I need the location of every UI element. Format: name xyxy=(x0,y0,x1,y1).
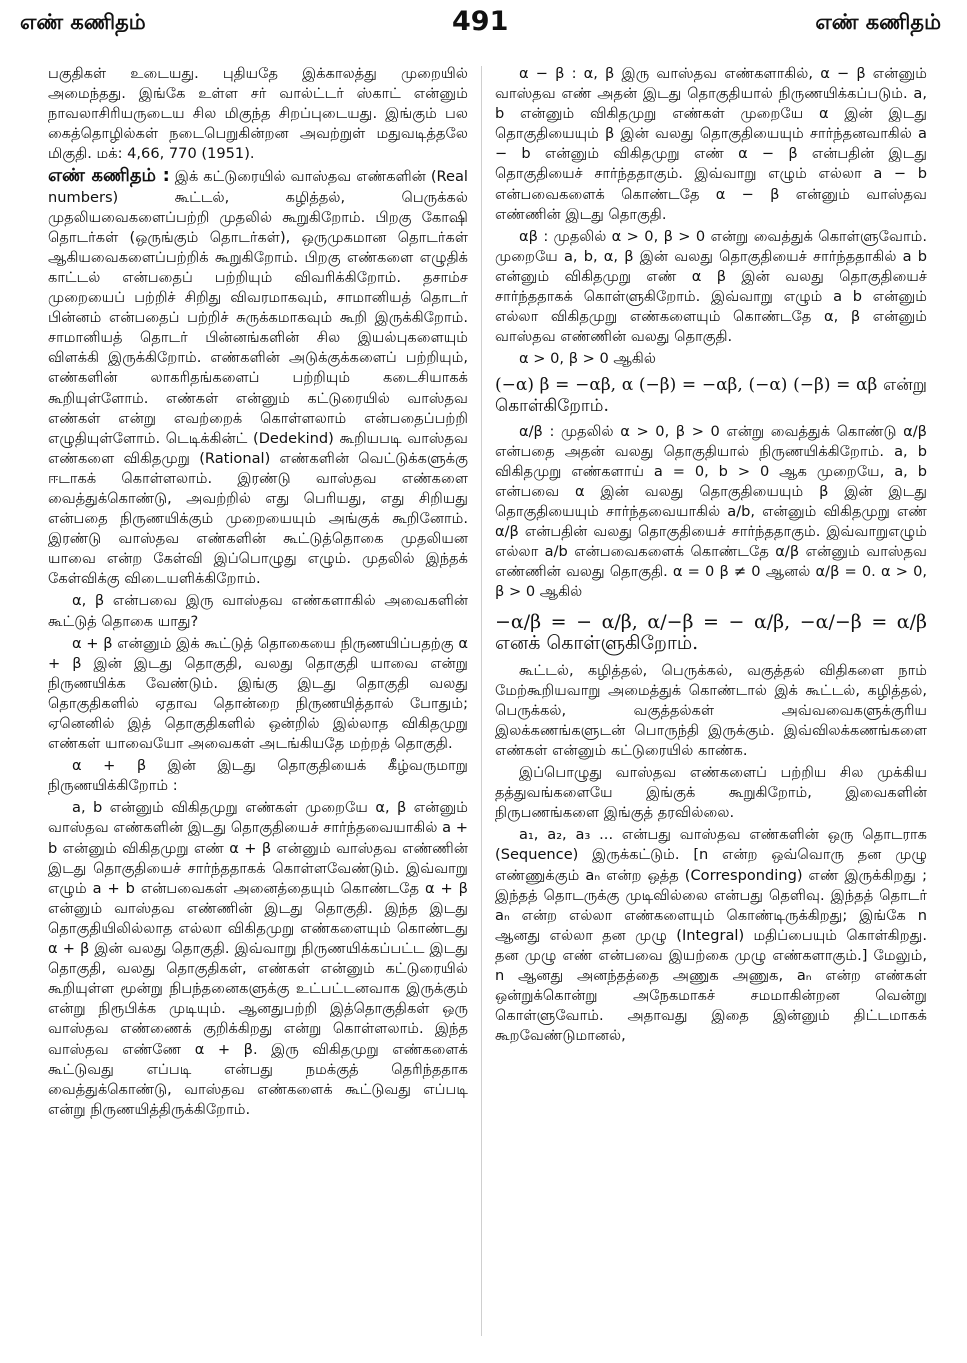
paragraph: α, β என்பவை இரு வாஸ்தவ எண்களாகில் அவைகளின் கூட்டுத் தொகை யாது? xyxy=(48,592,468,630)
paragraph: a, b என்னும் விகிதமுறு எண்கள் முறையே α, β என்னும் வாஸ்தவ எண்களின் இடது தொகுதியைச் சார்ந்தவையாகில் a + b என்னும் விகிதமுறு எண் α + β என்னும் வாஸ்தவ எண்ணின் இடது தொகுதியைச் சார்ந்ததாகக் கொள்ளவேண்டும். இவ்வாறு எழும் a + b என்பவைகள் அனைத்தையும் கொண்டதே α + β என்னும் வாஸ்தவ எண்ணின் இடது தொகுதி. இந்த இடது தொகுதியிலில்லாத எல்லா விகிதமுறு எண்களையும் கொண்டது α + β இன் வலது தொகுதி. இவ்வாறு நிருணயிக்கப்பட்ட இடது தொகுதி, வலது தொகுதிகள், எண்கள் என்னும் கட்டுரையில் கூறியுள்ள மூன்று நிபந்தனைகளுக்கு உட்பட்டனவாக இருக்கும் என்று நிரூபிக்க முடியும். ஆனதுபற்றி இத்தொகுதிகள் ஒரு வாஸ்தவ எண்ணைக் குறிக்கிறது என்று கொள்ளலாம். இந்த வாஸ்தவ எண்ணே α + β. இரு விகிதமுறு எண்களைக் கூட்டுவது எப்படி என்பது நமக்குத் தெரிந்ததாக வைத்துக்கொண்டு, வாஸ்தவ எண்களைக் கூட்டுவது எப்படி என்று நிருணயித்திருக்கிறோம். xyxy=(48,799,468,1118)
equation: (−α) β = −αβ, α (−β) = −αβ, (−α) (−β) = αβ என்று கொள்கிறோம். xyxy=(495,375,927,416)
entry-paragraph xyxy=(48,166,468,589)
left-column xyxy=(48,64,468,1122)
running-head-right: எண் கணிதம் xyxy=(815,10,941,34)
entry-text: இக் கட்டுரையில் வாஸ்தவ எண்களின் (Real numbers) கூட்டல், கழித்தல், பெருக்கல் முதலியவைகளைப்பற்றி முதலில் கூறுகிறோம். பிறகு கோஷி தொடர்கள் (ஒருங்கும் தொடர்கள்), ஒருமுகமான தொடர்கள் ஆகியவைகளைப்பற்றிக் கூறுகிறோம். பிறகு எண்களை எழுதிக் காட்டல் என்பதைப் பற்றியும் விவரிக்கிறோம். தசாம்ச முறையைப் பற்றிச் சிறிது விவரமாகவும், சாமானியத் தொடர் பின்னம் என்பதைப் பற்றிச் சுருக்கமாகவும் கூறி இருக்கிறோம். சாமானியத் தொடர் பின்னங்களின் சில இயல்புகளையும் விளக்கி இருக்கிறோம். எண்களின் அடுக்குக்களைப் பற்றியும், எண்களின் லாகரிதங்களைப் பற்றியும் கடைசியாகக் கூறியுள்ளோம். எண்கள் என்னும் கட்டுரையில் வாஸ்தவ எண்கள் என்று எவற்றைக் கொள்ளலாம் என்பதைப்பற்றி எழுதியுள்ளோம். டெடிக்கின்ட் (Dedekind) கூறியபடி வாஸ்தவ எண்களை விகிதமுறு (Rational) எண்களின் வெட்டுக்களுக்கு ஈடாகக் கொள்ளலாம். இரண்டு வாஸ்தவ எண்களை வைத்துக்கொண்டு, அவற்றில் எது பெரியது, எது சிறியது என்பதை நிருணயிக்கும் முறையையும் அங்குக் கூறினோம். இரண்டு வாஸ்தவ எண்களின் கூட்டுத்தொகை முதலியன யாவை என்ற கேள்வி இப்பொழுது எழும். முதலில் இந்தக் கேள்விக்கு விடையளிக்கிறோம். xyxy=(48,168,468,588)
running-head-left: எண் கணிதம் xyxy=(20,10,146,34)
equation: −α/β = − α/β, α/−β = − α/β, −α/−β = α/β எனக் கொள்ளுகிறோம். xyxy=(495,611,927,654)
paragraph: α − β : α, β இரு வாஸ்தவ எண்களாகில், α − β என்னும் வாஸ்தவ எண் அதன் இடது தொகுதியால் நிருணயிக்கப்படும். a, b என்னும் விகிதமுறு எண்கள் முறையே α இன் இடது தொகுதியையும் β இன் வலது தொகுதியையும் சார்ந்தனவாகில் a − b என்னும் விகிதமுறு எண் α − β என்பதின் இடது தொகுதியைச் சார்ந்ததாகும். இவ்வாறு எழும் எல்லா a − b என்பவைகளைக் கொண்டதே α − β என்னும் வாஸ்தவ எண்ணின் இடது தொகுதி. xyxy=(495,65,927,223)
paragraph: α + β இன் இடது தொகுதியைக் கீழ்வருமாறு நிருணயிக்கிறோம் : xyxy=(48,757,468,795)
paragraph: α > 0, β > 0 ஆகில் xyxy=(519,350,656,368)
paragraph: கூட்டல், கழித்தல், பெருக்கல், வகுத்தல் விதிகளை நாம் மேற்கூறியவாறு அமைத்துக் கொண்டால் இக் கூட்டல், கழித்தல், பெருக்கல், வகுத்தல்கள் அவ்வவைகளுக்குரிய இலக்கணங்களுடன் பொருந்தி இருக்கும். இவ்விலக்கணங்களை எண்கள் என்னும் கட்டுரையில் காண்க. xyxy=(495,661,927,759)
column-divider xyxy=(481,66,482,1336)
paragraph: α/β : முதலில் α > 0, β > 0 என்று வைத்துக் கொண்டு α/β என்பதை அதன் வலது தொகுதியால் நிருணயிக்கிறோம். a, b விகிதமுறு எண்களாய் a = 0, b > 0 ஆக முறையே, a, b என்பவை α இன் வலது தொகுதியையும் β இன் இடது தொகுதியையும் சார்ந்தவையாகில் a/b, என்னும் விகிதமுறு எண் α/β என்பதின் வலது தொகுதியைச் சார்ந்ததாகும். இவ்வாறுஎழும் எல்லா a/b என்பவைகளைக் கொண்டதே α/β என்னும் வாஸ்தவ எண்ணின் வலது தொகுதி. α = 0 β ≠ 0 ஆனல் α/β = 0. α > 0, β > 0 ஆகில் xyxy=(495,422,927,601)
paragraph: α + β என்னும் இக் கூட்டுத் தொகையை நிருணயிப்பதற்கு α + β இன் இடது தொகுதி, வலது தொகுதி யாவை என்று நிருணயிக்க வேண்டும். இங்கு இடது தொகுதி வலது தொகுதிகளில் ஏதாவ தொன்றை நிருணயித்தால் போதும்; ஏனெனில் இத் தொகுதிகளில் ஒன்றில் இல்லாத விகிதமுறு எண்கள் யாவையோ அவைகள் அடங்கியதே மற்றத் தொகுதி. xyxy=(48,634,468,753)
paragraph: a₁, a₂, a₃ ... என்பது வாஸ்தவ எண்களின் ஒரு தொடராக (Sequence) இருக்கட்டும். [n என்ற ஒவ்வொரு தன முழு எண்ணுக்கும் aₙ என்ற ஒத்த (Corresponding) எண் இருக்கிறது ; இந்தத் தொடருக்கு முடிவில்லை என்பது தெளிவு. இந்தத் தொடர் aₙ என்ற எல்லா எண்களையும் கொண்டிருக்கிறது; இங்கே n ஆனது எல்லா தன முழு (Integral) மதிப்பையும் கொள்கிறது. தன முழு எண் என்பவை இயற்கை முழு எண்களாகும்.] மேலும், n ஆனது அனந்தத்தை அணுக அணுக, aₙ என்ற எண்கள் ஒன்றுக்கொன்று அநேகமாகச் சமமாகின்றன வென்று கொள்ளுவோம். அதாவது இதை இன்னும் திட்டமாகக் கூறவேண்டுமானல், xyxy=(495,826,927,1045)
right-column xyxy=(495,64,927,1048)
paragraph: αβ : முதலில் α > 0, β > 0 என்று வைத்துக் கொள்ளுவோம். முறையே a, b, α, β இன் வலது தொகுதியைச் சார்ந்ததாகில் a b என்னும் விகிதமுறு எண் α β இன் வலது தொகுதியைச் சார்ந்ததாகக் கொள்ளுகிறோம். இவ்வாறு எழும் a b என்னும் எல்லா விகிதமுறு எண்களையும் கொண்டதே α, β என்னும் வாஸ்தவ எண்ணின் வலது தொகுதி. xyxy=(495,227,927,346)
entry-title: எண் கணிதம் : xyxy=(48,165,170,187)
paragraph: இப்பொழுது வாஸ்தவ எண்களைப் பற்றிய சில முக்கிய தத்துவங்களையே இங்குக் கூறுகிறோம், இவைகளின் நிருபணங்களை இங்குத் தரவில்லை. xyxy=(495,764,927,822)
paragraph: பகுதிகள் உடையது. புதியதே இக்காலத்து முறையில் அமைந்தது. இங்கே உள்ள சர் வால்ட்டர் ஸ்காட் என்னும் நாவலாசிரியருடைய சில மிகுந்த சிறப்புடையது. இங்கும் பல கைத்தொழில்கள் நடைபெறுகின்றன அவற்றுள் மதுவடித்தலே மிகுதி. மக்: 4,66, 770 (1951). xyxy=(48,65,468,163)
page-number: 491 xyxy=(452,6,509,37)
